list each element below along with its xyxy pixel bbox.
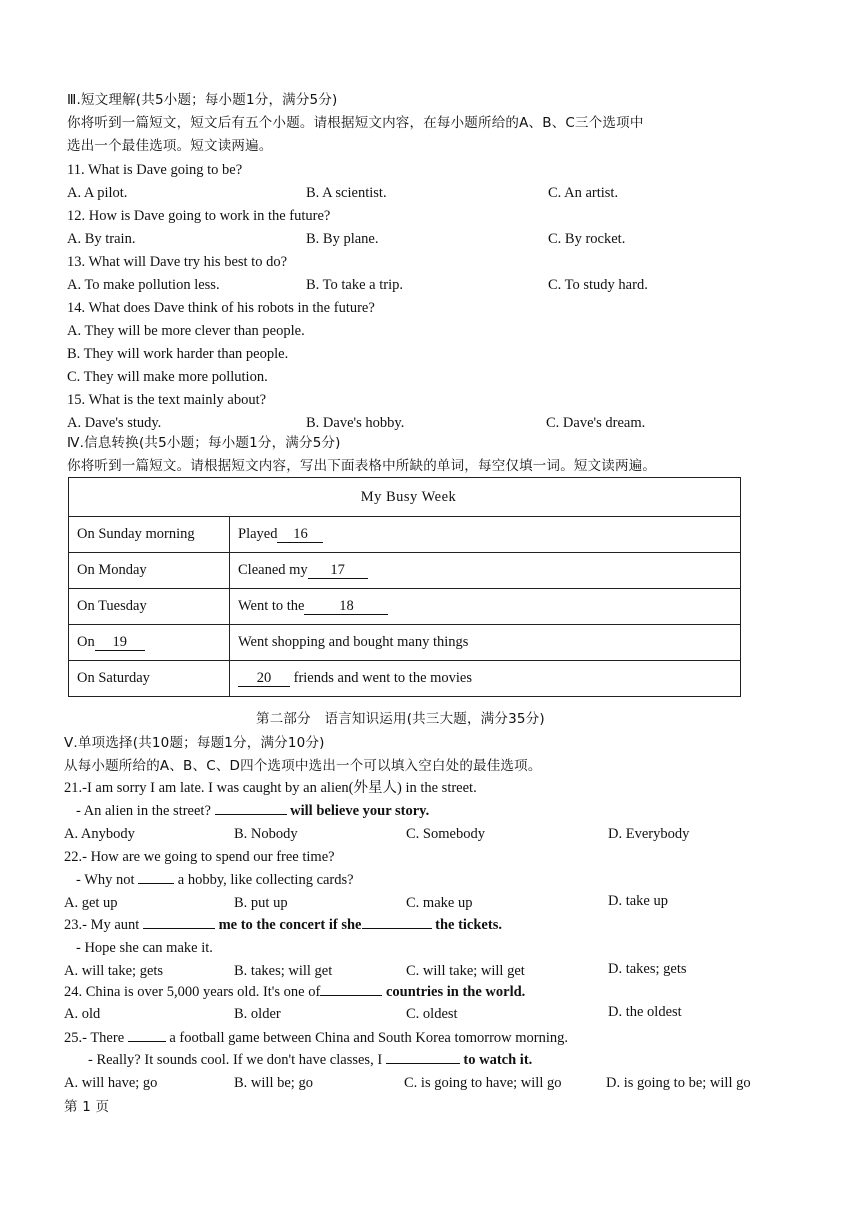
q21-option-a: A. Anybody	[64, 826, 135, 842]
q11-option-c: C. An artist.	[548, 185, 619, 201]
blank-25b[interactable]	[386, 1063, 460, 1064]
q11-option-a: A. A pilot.	[67, 185, 128, 201]
blank-23b[interactable]	[362, 928, 432, 929]
q15-option-b: B. Dave's hobby.	[306, 415, 405, 431]
q23-option-c: C. will take; will get	[406, 963, 525, 979]
blank-21[interactable]	[215, 814, 287, 815]
q25-option-c: C. is going to have; will go	[404, 1075, 562, 1091]
q25-option-a: A. will have; go	[64, 1075, 158, 1091]
q21-option-b: B. Nobody	[234, 826, 298, 842]
q24-option-b: B. older	[234, 1006, 281, 1022]
part-2-heading: 第二部分 语言知识运用(共三大题，满分35分)	[256, 711, 545, 727]
q24-option-c: C. oldest	[406, 1006, 458, 1022]
q12-option-b: B. By plane.	[306, 231, 379, 247]
q15-option-c: C. Dave's dream.	[546, 415, 646, 431]
blank-25a[interactable]	[128, 1041, 166, 1042]
q21-option-d: D. Everybody	[608, 826, 690, 842]
blank-18[interactable]: 18	[304, 599, 388, 615]
table-row	[69, 553, 741, 589]
day-cell: On Monday	[69, 553, 230, 589]
q21-option-c: C. Somebody	[406, 826, 485, 842]
activity-cell: Went to the 18	[230, 589, 741, 625]
busy-week-table	[68, 477, 741, 697]
blank-22[interactable]	[138, 883, 174, 884]
page-number: 第 1 页	[64, 1099, 110, 1115]
q13-option-c: C. To study hard.	[548, 277, 648, 293]
table-title: My Busy Week	[69, 478, 741, 517]
question-21: 21.-I am sorry I am late. I was caught by an alien(外星人) in the street.	[64, 780, 477, 796]
question-23: 23.- My aunt me to the concert if she the tickets.	[64, 917, 502, 933]
table-row	[69, 661, 741, 697]
question-12: 12. How is Dave going to work in the future?	[67, 208, 331, 224]
q12-option-a: A. By train.	[67, 231, 136, 247]
activity-cell: Played 16	[230, 517, 741, 553]
question-21-reply: - An alien in the street? will believe your story.	[76, 803, 430, 819]
q25-option-b: B. will be; go	[234, 1075, 313, 1091]
blank-19[interactable]: 19	[95, 635, 145, 651]
q23-option-d: D. takes; gets	[608, 961, 687, 977]
section-5-instruction: 从每小题所给的A、B、C、D四个选项中选出一个可以填入空白处的最佳选项。	[64, 758, 542, 774]
q11-option-b: B. A scientist.	[306, 185, 387, 201]
question-25-reply: - Really? It sounds cool. If we don't have classes, I to watch it.	[88, 1052, 533, 1068]
q22-option-a: A. get up	[64, 895, 118, 911]
q12-option-c: C. By rocket.	[548, 231, 626, 247]
section-3-heading: Ⅲ.短文理解(共5小题；每小题1分，满分5分)	[67, 92, 338, 108]
q22-option-d: D. take up	[608, 893, 668, 909]
blank-16[interactable]: 16	[277, 527, 323, 543]
table-row	[69, 625, 741, 661]
q13-option-a: A. To make pollution less.	[67, 277, 220, 293]
section-3-instruction-line2: 选出一个最佳选项。短文读两遍。	[67, 138, 273, 154]
q22-option-b: B. put up	[234, 895, 288, 911]
question-25: 25.- There a football game between China and South Korea tomorrow morning.	[64, 1030, 569, 1046]
day-cell: On Sunday morning	[69, 517, 230, 553]
q23-option-a: A. will take; gets	[64, 963, 164, 979]
section-3-instruction-line1: 你将听到一篇短文，短文后有五个小题。请根据短文内容，在每小题所给的A、B、C三个选项中	[67, 115, 644, 131]
q14-option-b: B. They will work harder than people.	[67, 346, 289, 362]
question-14: 14. What does Dave think of his robots in the future?	[67, 300, 375, 316]
question-22: 22.- How are we going to spend our free time?	[64, 849, 335, 865]
question-23-reply: - Hope she can make it.	[76, 940, 213, 956]
question-24: 24. China is over 5,000 years old. It's one of countries in the world.	[64, 984, 526, 1000]
question-11: 11. What is Dave going to be?	[67, 162, 243, 178]
q14-option-c: C. They will make more pollution.	[67, 369, 268, 385]
day-cell: On Saturday	[69, 661, 230, 697]
q24-option-d: D. the oldest	[608, 1004, 682, 1020]
activity-cell: Went shopping and bought many things	[230, 625, 741, 661]
day-cell: On 19	[69, 625, 230, 661]
q15-option-a: A. Dave's study.	[67, 415, 162, 431]
q13-option-b: B. To take a trip.	[306, 277, 403, 293]
table-row	[69, 589, 741, 625]
q24-option-a: A. old	[64, 1006, 101, 1022]
section-4-heading: Ⅳ.信息转换(共5小题；每小题1分，满分5分)	[67, 435, 341, 451]
q22-option-c: C. make up	[406, 895, 473, 911]
q14-option-a: A. They will be more clever than people.	[67, 323, 305, 339]
blank-23a[interactable]	[143, 928, 215, 929]
question-22-reply: - Why not a hobby, like collecting cards?	[76, 872, 354, 888]
table-row	[69, 517, 741, 553]
question-15: 15. What is the text mainly about?	[67, 392, 267, 408]
blank-20[interactable]: 20	[238, 671, 290, 687]
section-5-heading: Ⅴ.单项选择(共10题；每题1分，满分10分)	[64, 735, 325, 751]
day-cell: On Tuesday	[69, 589, 230, 625]
question-13: 13. What will Dave try his best to do?	[67, 254, 288, 270]
blank-24[interactable]	[320, 995, 382, 996]
q23-option-b: B. takes; will get	[234, 963, 333, 979]
activity-cell: 20 friends and went to the movies	[230, 661, 741, 697]
blank-17[interactable]: 17	[308, 563, 368, 579]
activity-cell: Cleaned my 17	[230, 553, 741, 589]
q25-option-d: D. is going to be; will go	[606, 1075, 751, 1091]
section-4-instruction: 你将听到一篇短文。请根据短文内容，写出下面表格中所缺的单词，每空仅填一词。短文读两遍。	[67, 458, 657, 474]
